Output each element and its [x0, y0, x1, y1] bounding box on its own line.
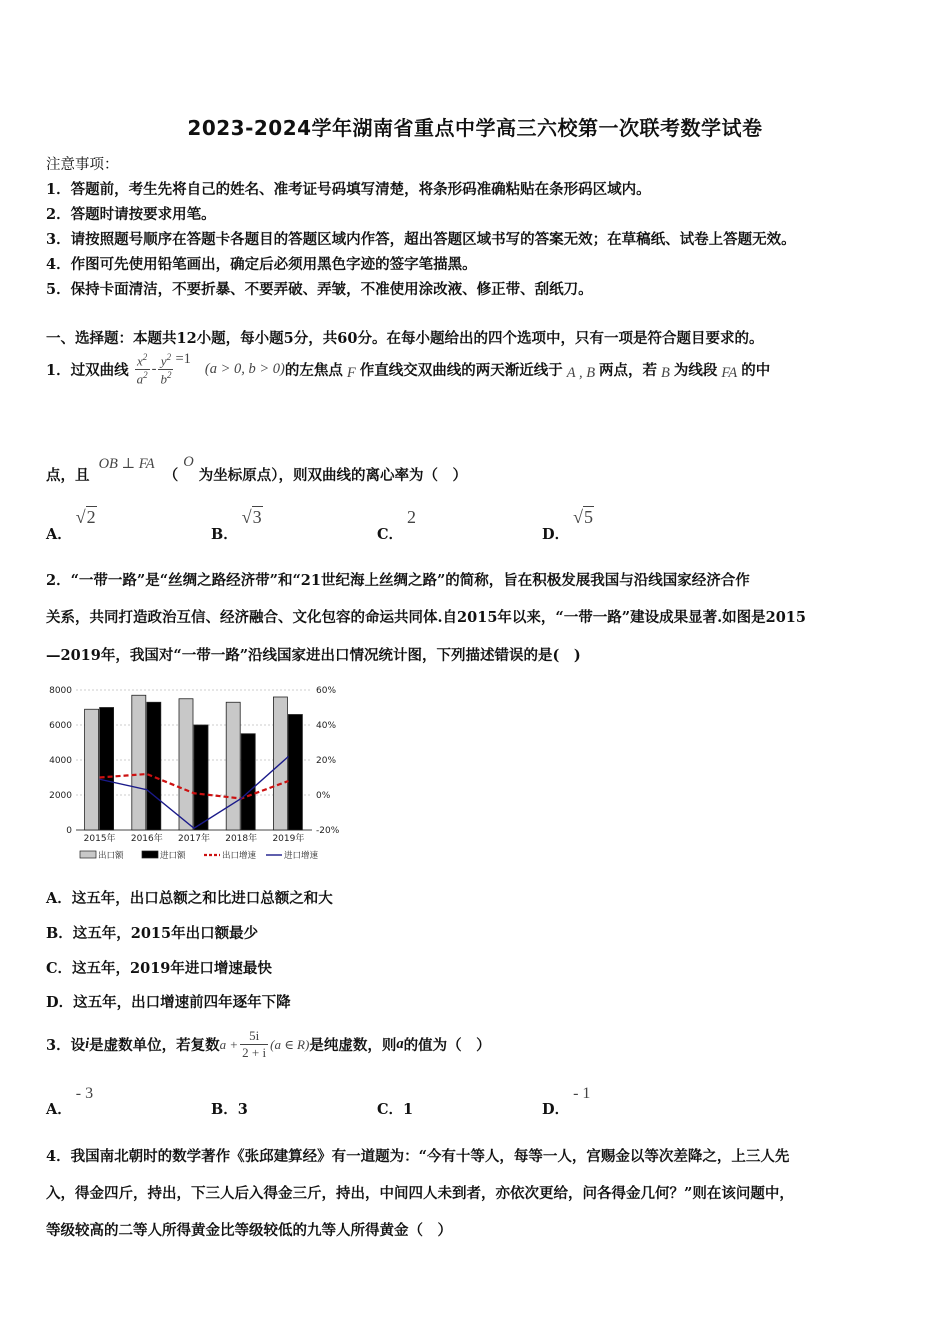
q2-option-d[interactable]: D．这五年，出口增速前四年逐年下降: [46, 994, 291, 1011]
option-label: D．: [542, 1101, 570, 1118]
y-tick-label-left: 4000: [49, 756, 72, 766]
y-tick-label-right: 20%: [316, 756, 337, 766]
question-4-line: 等级较高的二等人所得黄金比等级较低的九等人所得黄金（ ）: [46, 1222, 452, 1239]
q3-condition: (a ∈ R): [270, 1036, 310, 1052]
y-tick-label-right: -20%: [316, 826, 340, 836]
q1-text: 为坐标原点），则双曲线的离心率为（ ）: [198, 467, 468, 484]
question-2-line: —2019年，我国对“一带一路”沿线国家进出口情况统计图，下列描述错误的是( ): [46, 647, 581, 664]
bar-export: [179, 699, 193, 830]
q1-perp: OB ⊥ FA: [98, 456, 155, 472]
q2-option-b[interactable]: B．这五年，2015年出口额最少: [46, 925, 259, 942]
legend-label: 出口增速: [222, 851, 257, 861]
q3-expr: a +: [219, 1036, 239, 1052]
legend-label: 出口额: [98, 851, 124, 861]
bar-import: [100, 708, 114, 831]
notice-item: 3．请按照题号顺序在答题卡各题目的答题区域内作答，超出答题区域书写的答案无效；在草稿纸、试卷上答题无效。: [46, 231, 796, 248]
q1-text: 的中: [741, 362, 771, 380]
notice-item: 4．作图可先使用铅笔画出，确定后必须用黑色字迹的签字笔描黑。: [46, 256, 477, 273]
option-label: C．1: [377, 1101, 414, 1118]
option-value: - 3: [75, 1085, 94, 1102]
q3-option-c[interactable]: [377, 1098, 413, 1119]
q3-text: 3．设: [46, 1037, 86, 1054]
q1-text: 作直线交双曲线的两天渐近线于: [359, 362, 563, 380]
eq-b: b: [160, 371, 167, 387]
option-value: 2: [86, 507, 96, 527]
x-tick-label: 2016年: [130, 834, 163, 844]
legend-swatch: [142, 851, 158, 858]
legend-label: 进口增速: [284, 851, 319, 861]
y-tick-label-left: 8000: [49, 686, 72, 696]
y-tick-label-right: 40%: [316, 721, 337, 731]
q3-option-b[interactable]: [211, 1098, 248, 1119]
option-label: D．: [542, 526, 570, 543]
q3-text: 的值为（ ）: [403, 1037, 491, 1054]
q1-text: 点，且: [46, 467, 90, 484]
q2-option-c[interactable]: C．这五年，2019年进口增速最快: [46, 960, 272, 977]
bar-export: [226, 702, 240, 830]
eq-minus: -: [151, 361, 157, 378]
q1-condition: (a > 0, b > 0): [204, 361, 285, 378]
q1-var: B: [661, 365, 670, 382]
q1-option-a[interactable]: A．√2: [46, 507, 96, 543]
eq-x: x: [136, 353, 143, 369]
q1-text: 两点，若: [599, 362, 658, 380]
y-tick-label-left: 6000: [49, 721, 72, 731]
question-2-line: 2．“一带一路”是“丝绸之路经济带”和“21世纪海上丝绸之路”的简称，旨在积极发展我国与沿线国家经济合作: [46, 572, 750, 589]
question-4-line: 入，得金四斤，持出，下三人后入得金三斤，持出，中间四人未到者，亦依次更给，问各得金几何？”则在该问题中，: [46, 1185, 794, 1202]
eq-y: y: [160, 353, 167, 369]
fraction-x2-a2: $\frac{x^2}{a^2}$: [136, 352, 148, 387]
q1-option-d[interactable]: D．√5: [542, 507, 593, 543]
option-value: 5: [583, 507, 593, 527]
notice-item: 5．保持卡面清洁，不要折暴、不要弄破、弄皱，不准使用涂改液、修正带、刮纸刀。: [46, 281, 593, 298]
q3-text: 是虚数单位，若复数: [89, 1037, 220, 1054]
y-tick-label-left: 2000: [49, 791, 72, 801]
q2-option-a[interactable]: A．这五年，出口总额之和比进口总额之和大: [46, 890, 333, 907]
option-value: 3: [252, 507, 262, 527]
q1-option-b[interactable]: B．√3: [211, 507, 262, 543]
q3-text: 是纯虚数，则: [309, 1037, 397, 1054]
bar-import: [147, 702, 161, 830]
notice-item: 1．答题前，考生先将自己的姓名、准考证号码填写清楚，将条形码准确粘贴在条形码区域内。: [46, 181, 651, 198]
trade-chart-svg: [40, 680, 350, 870]
q1-text: 1．过双曲线: [46, 362, 129, 380]
y-tick-label-left: 0: [66, 826, 72, 836]
bar-import: [194, 725, 208, 830]
legend-swatch: [80, 851, 96, 858]
eq-a: a: [136, 371, 144, 387]
trade-chart: [40, 680, 350, 870]
fraction-5i: [240, 1028, 268, 1061]
question-2-line: 关系，共同打造政治互信、经济融合、文化包容的命运共同体.自2015年以来，“一带一路”建设成果显著.如图是2015: [46, 609, 806, 626]
question-4-line: 4．我国南北朝时的数学著作《张邱建算经》有一道题为：“今有十等人，每等一人，宫赐金以等次差降之，上三人先: [46, 1148, 790, 1165]
q1-text: 为线段: [673, 362, 718, 380]
notice-heading: 注意事项：: [46, 157, 119, 173]
fraction-numerator: 5i: [249, 1028, 260, 1043]
q1-var: F: [346, 365, 356, 382]
bar-export: [85, 709, 99, 830]
q3-var: a: [396, 1036, 404, 1052]
bar-export: [132, 695, 146, 830]
option-label: B．: [211, 526, 238, 543]
x-tick-label: 2015年: [83, 834, 116, 844]
question-3: [46, 1028, 491, 1061]
option-label: C．: [377, 526, 404, 543]
x-tick-label: 2018年: [225, 834, 258, 844]
q3-option-d[interactable]: [542, 1085, 591, 1118]
q1-var: FA: [721, 365, 738, 382]
x-tick-label: 2019年: [272, 834, 305, 844]
q3-var: i: [85, 1036, 90, 1052]
q1-option-c[interactable]: [377, 507, 417, 543]
q3-option-a[interactable]: [46, 1085, 94, 1118]
x-tick-label: 2017年: [178, 834, 210, 844]
option-value: - 1: [573, 1085, 591, 1102]
y-tick-label-right: 0%: [316, 791, 331, 801]
q1-var: A , B: [566, 365, 596, 382]
option-label: A．: [46, 1101, 72, 1118]
fraction-y2-b2: $\frac{y^2}{b^2}$: [160, 352, 172, 387]
question-1-cont: [46, 452, 468, 484]
legend-label: 进口额: [160, 851, 186, 861]
q1-text: （: [163, 467, 179, 484]
option-label: A．: [46, 526, 72, 543]
fraction-denominator: 2 + i: [242, 1045, 267, 1060]
question-1: [46, 352, 770, 388]
page-title: 2023-2024学年湖南省重点中学高三六校第一次联考数学试卷: [187, 116, 763, 140]
option-value: 2: [407, 507, 417, 527]
q1-text: 的左焦点: [284, 362, 343, 380]
bar-import: [241, 734, 255, 830]
notice-item: 2．答题时请按要求用笔。: [46, 206, 216, 223]
bar-import: [288, 715, 302, 831]
q1-var: O: [183, 454, 194, 470]
section-heading: 一、选择题：本题共12小题，每小题5分，共60分。在每小题给出的四个选项中，只有一项是符合题目要求的。: [46, 330, 764, 347]
eq-equals-one: =1: [175, 351, 191, 368]
option-label: B．3: [211, 1101, 248, 1118]
y-tick-label-right: 60%: [316, 686, 337, 696]
